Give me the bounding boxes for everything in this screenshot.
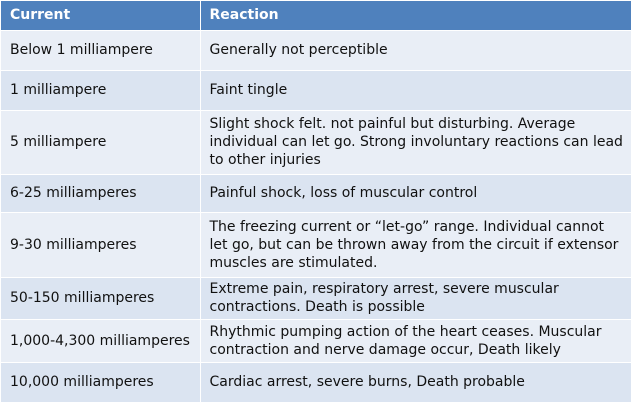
current-cell: 1,000-4,300 milliamperes <box>1 319 200 362</box>
current-reaction-table <box>1 1 631 403</box>
reaction-cell: Faint tingle <box>200 70 631 110</box>
reaction-cell: Painful shock, loss of muscular control <box>200 174 631 212</box>
reaction-cell: Generally not perceptible <box>200 30 631 70</box>
table-header-row <box>1 1 631 30</box>
reaction-cell: Slight shock felt. not painful but disturbing. Average individual can let go. Strong involuntary reactions can lead to other injuries <box>200 110 631 174</box>
column-header-current: Current <box>1 1 200 30</box>
table-row <box>1 174 631 212</box>
table-row <box>1 362 631 402</box>
reaction-cell: Rhythmic pumping action of the heart ceases. Muscular contraction and nerve damage occur, Death likely <box>200 319 631 362</box>
table-row <box>1 319 631 362</box>
current-cell: 1 milliampere <box>1 70 200 110</box>
table-row <box>1 110 631 174</box>
table-row <box>1 277 631 319</box>
current-cell: 6-25 milliamperes <box>1 174 200 212</box>
current-cell: 10,000 milliamperes <box>1 362 200 402</box>
current-cell: Below 1 milliampere <box>1 30 200 70</box>
reaction-cell: The freezing current or “let-go” range. Individual cannot let go, but can be thrown away from the circuit if extensor muscles are stimulated. <box>200 212 631 277</box>
current-cell: 5 milliampere <box>1 110 200 174</box>
table-row <box>1 70 631 110</box>
table-row <box>1 212 631 277</box>
current-cell: 50-150 milliamperes <box>1 277 200 319</box>
reaction-cell: Cardiac arrest, severe burns, Death probable <box>200 362 631 402</box>
reaction-cell: Extreme pain, respiratory arrest, severe muscular contractions. Death is possible <box>200 277 631 319</box>
table-row <box>1 30 631 70</box>
current-cell: 9-30 milliamperes <box>1 212 200 277</box>
column-header-reaction: Reaction <box>200 1 631 30</box>
